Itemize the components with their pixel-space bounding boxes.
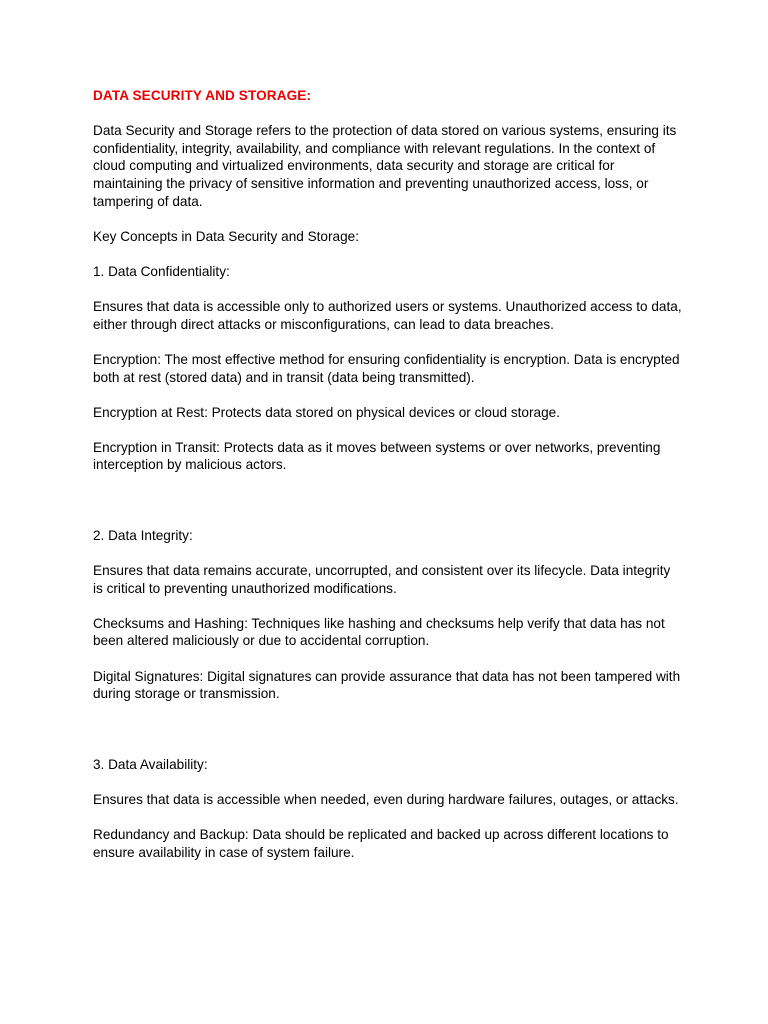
key-concepts-heading: Key Concepts in Data Security and Storage: <box>93 228 359 244</box>
paragraph: Redundancy and Backup: Data should be replicated and backed up across different locations to ensure availability in case of system failure. <box>93 826 669 860</box>
paragraph: Ensures that data is accessible only to authorized users or systems. Unauthorized access to data, either through direct attacks or misconfigurations, can lead to data breaches. <box>93 299 682 332</box>
paragraph: Checksums and Hashing: Techniques like hashing and checksums help verify that data has not been altered maliciously or due to accidental corruption. <box>93 615 665 649</box>
paragraph: Ensures that data remains accurate, uncorrupted, and consistent over its lifecycle. Data integrity is critical to preventing unauthorized modifications. <box>93 563 671 596</box>
section-heading-integrity: 2. Data Integrity: <box>93 527 193 543</box>
paragraph: Encryption in Transit: Protects data as it moves between systems or over networks, preventing interception by malicious actors. <box>93 439 661 473</box>
paragraph: Encryption: The most effective method for ensuring confidentiality is encryption. Data is encrypted both at rest (stored data) and in transit (data being transmitted). <box>93 351 680 385</box>
paragraph: Digital Signatures: Digital signatures can provide assurance that data has not been tampered with during storage or transmission. <box>93 668 681 702</box>
section-heading-confidentiality: 1. Data Confidentiality: <box>93 263 230 279</box>
document-title: DATA SECURITY AND STORAGE: <box>93 88 312 103</box>
paragraph: Encryption at Rest: Protects data stored on physical devices or cloud storage. <box>93 404 560 420</box>
document-page <box>93 87 683 861</box>
section-heading-availability: 3. Data Availability: <box>93 756 208 772</box>
paragraph: Ensures that data is accessible when needed, even during hardware failures, outages, or attacks. <box>93 791 679 807</box>
intro-paragraph: Data Security and Storage refers to the protection of data stored on various systems, ensuring its confidentiality, integrity, availability, and compliance with relevant regulations. In the context of cloud computing and virtualized environments, data security and storage are critical for maintaining the privacy of sensitive information and preventing unauthorized access, loss, or tampering of data. <box>93 123 677 209</box>
